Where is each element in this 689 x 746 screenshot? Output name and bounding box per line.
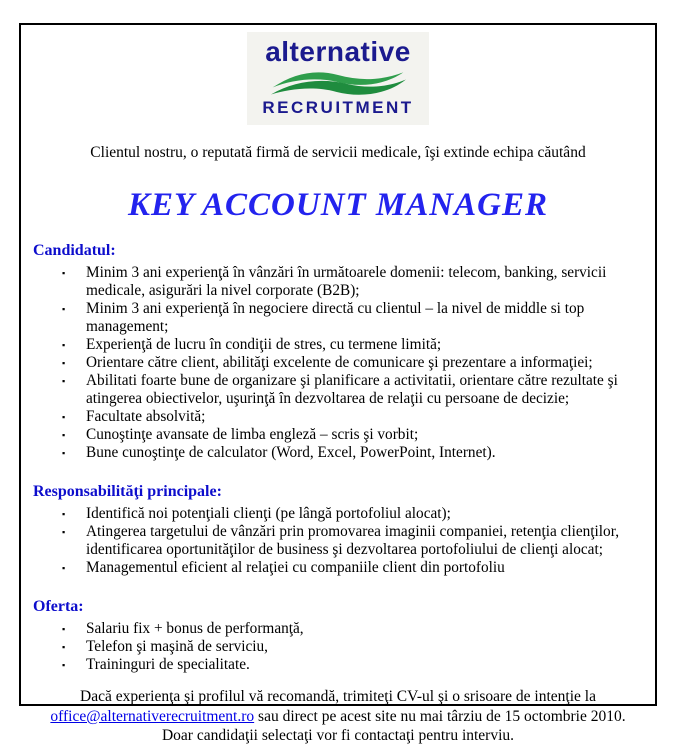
- list-item: [62, 264, 639, 300]
- job-title: KEY ACCOUNT MANAGER: [128, 187, 548, 223]
- square-bullet-icon: ▪: [62, 642, 66, 652]
- list-item-text: Bune cunoştinţe de calculator (Word, Excel, PowerPoint, Internet).: [86, 444, 496, 461]
- section-responsabilitati: [33, 483, 639, 577]
- square-bullet-icon: ▪: [62, 509, 66, 519]
- intro-text: Clientul nostru, o reputată firmă de servicii medicale, îşi extinde echipa căutând: [90, 144, 586, 161]
- list-item-text: Telefon şi maşină de serviciu,: [86, 638, 269, 655]
- list-item: [62, 336, 639, 354]
- square-bullet-icon: ▪: [62, 376, 66, 386]
- list-item: [62, 505, 639, 523]
- list-item-text: Facultate absolvită;: [86, 408, 206, 425]
- logo-brand-name: alternative: [265, 36, 411, 67]
- list-item-text: Atingerea targetului de vânzări prin promovarea imaginii companiei, retenţia clienţilor, identificarea oportunităţilor de business şi dezvoltarea portofoliului de clienţi alocat;: [86, 523, 620, 558]
- list-item: [62, 638, 639, 656]
- company-logo: [247, 32, 429, 125]
- list-item-text: Minim 3 ani experienţă în vânzări în următoarele domenii: telecom, banking, servicii medicale, asigurări la nivel corporate (B2B);: [86, 264, 607, 299]
- list-item: [62, 426, 639, 444]
- section-candidatul: [33, 242, 639, 462]
- section-heading: Responsabilităţi principale:: [33, 483, 222, 500]
- list-item-text: Traininguri de specialitate.: [86, 656, 250, 673]
- square-bullet-icon: ▪: [62, 624, 66, 634]
- offer-list: [33, 620, 639, 674]
- list-item: [62, 408, 639, 426]
- list-item-text: Minim 3 ani experienţă în negociere directă cu clientul – la nivel de middle si top management;: [86, 300, 585, 335]
- footer-line-2: [21, 707, 655, 727]
- email-link[interactable]: office@alternativerecruitment.ro: [50, 707, 255, 725]
- list-item-text: Identifică noi potenţiali clienţi (pe lângă portofoliul alocat);: [86, 505, 451, 522]
- candidate-requirements-list: [33, 264, 639, 462]
- square-bullet-icon: ▪: [62, 430, 66, 440]
- logo-swoosh-icon: [264, 68, 412, 98]
- responsibilities-list: [33, 505, 639, 577]
- square-bullet-icon: ▪: [62, 660, 66, 670]
- square-bullet-icon: ▪: [62, 340, 66, 350]
- square-bullet-icon: ▪: [62, 527, 66, 537]
- section-heading: Oferta:: [33, 598, 84, 615]
- square-bullet-icon: ▪: [62, 448, 66, 458]
- footer-line-3: Doar candidaţii selectaţi vor fi contactaţi pentru interviu.: [161, 727, 515, 744]
- list-item: [62, 372, 639, 408]
- footer-line-2-rest: sau direct pe acest site nu mai târziu de 15 octombrie 2010.: [254, 707, 626, 725]
- list-item-text: Experienţă de lucru în condiţii de stres, cu termene limită;: [86, 336, 442, 353]
- document-page: [19, 23, 657, 744]
- square-bullet-icon: ▪: [62, 563, 66, 573]
- square-bullet-icon: ▪: [62, 358, 66, 368]
- list-item: [62, 523, 639, 559]
- list-item: [62, 656, 639, 674]
- list-item: [62, 444, 639, 462]
- footer-application-info: [21, 687, 655, 746]
- footer-line-1: Dacă experienţa şi profilul vă recomandă, trimiteţi CV-ul şi o srisoare de intenţie la: [80, 688, 596, 705]
- list-item-text: Managementul eficient al relaţiei cu companiile client din portofoliu: [86, 559, 505, 576]
- list-item: [62, 300, 639, 336]
- list-item-text: Orientare către client, abilităţi excelente de comunicare şi prezentare a informaţiei;: [86, 354, 593, 371]
- square-bullet-icon: ▪: [62, 304, 66, 314]
- square-bullet-icon: ▪: [62, 412, 66, 422]
- list-item: [62, 559, 639, 577]
- list-item: [62, 354, 639, 372]
- list-item: [62, 620, 639, 638]
- list-item-text: Cunoştinţe avansate de limba engleză – scris şi vorbit;: [86, 426, 419, 443]
- list-item-text: Abilitati foarte bune de organizare şi planificare a activitatii, orientare către rezultate şi atingerea obiectivelor, uşurinţă în dezvoltarea de relaţii cu persoane de decizie;: [86, 372, 618, 407]
- list-item-text: Salariu fix + bonus de performanţă,: [86, 620, 304, 637]
- logo-brand-subtitle: RECRUITMENT: [262, 98, 414, 117]
- square-bullet-icon: ▪: [62, 268, 66, 278]
- section-heading: Candidatul:: [33, 242, 116, 259]
- section-oferta: [33, 598, 639, 674]
